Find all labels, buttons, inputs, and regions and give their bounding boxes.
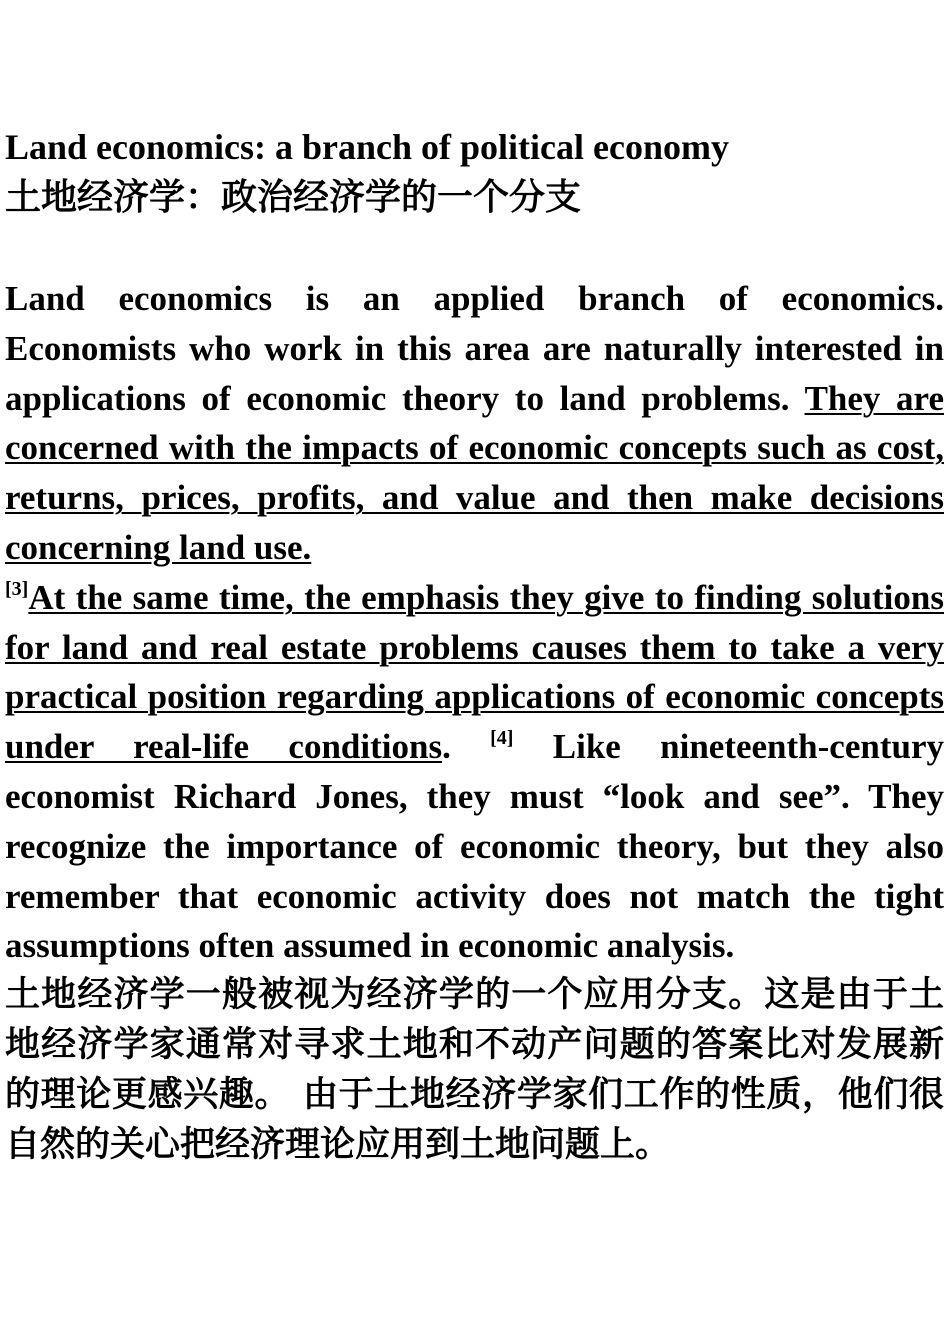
english-text-period: . [442, 727, 491, 767]
english-text-conclusion: Like nineteenth-century economist Richard Jones, they must “look and see”. They recognize the importance of economic theory, but they also remember that economic activity does not match the tight assumptions often assumed in economic analysis. [5, 727, 944, 966]
document-title-english: Land economics: a branch of political economy [5, 127, 729, 167]
document-title-chinese: 土地经济学：政治经济学的一个分支 [5, 177, 582, 218]
citation-3: [3] [5, 577, 29, 600]
underlined-sentence-concerns: They are concerned with the impacts of economic concepts such as cost, returns, prices, profits, and value and then make decisions concerning land use. [5, 378, 944, 567]
citation-4: [4] [490, 727, 514, 750]
chinese-paragraph: 土地经济学一般被视为经济学的一个应用分支。这是由于土地经济学家通常对寻求土地和不动产问题的答案比对发展新的理论更感兴趣。 由于土地经济学家们工作的性质，他们很自然的关心把经济理论应用到土地问题上。 [5, 975, 944, 1165]
title-spacer [5, 226, 944, 274]
english-paragraph [5, 274, 944, 971]
underlined-sentence-practical-position: At the same time, the emphasis they give to finding solutions for land and real estate problems causes them to take a very practical position regarding applications of economic concepts under real-life conditions [5, 577, 944, 767]
document-page [5, 124, 944, 1170]
english-text-intro: Land economics is an applied branch of economics. Economists who work in this area are naturally interested in applications of economic theory to land problems. [5, 279, 944, 418]
